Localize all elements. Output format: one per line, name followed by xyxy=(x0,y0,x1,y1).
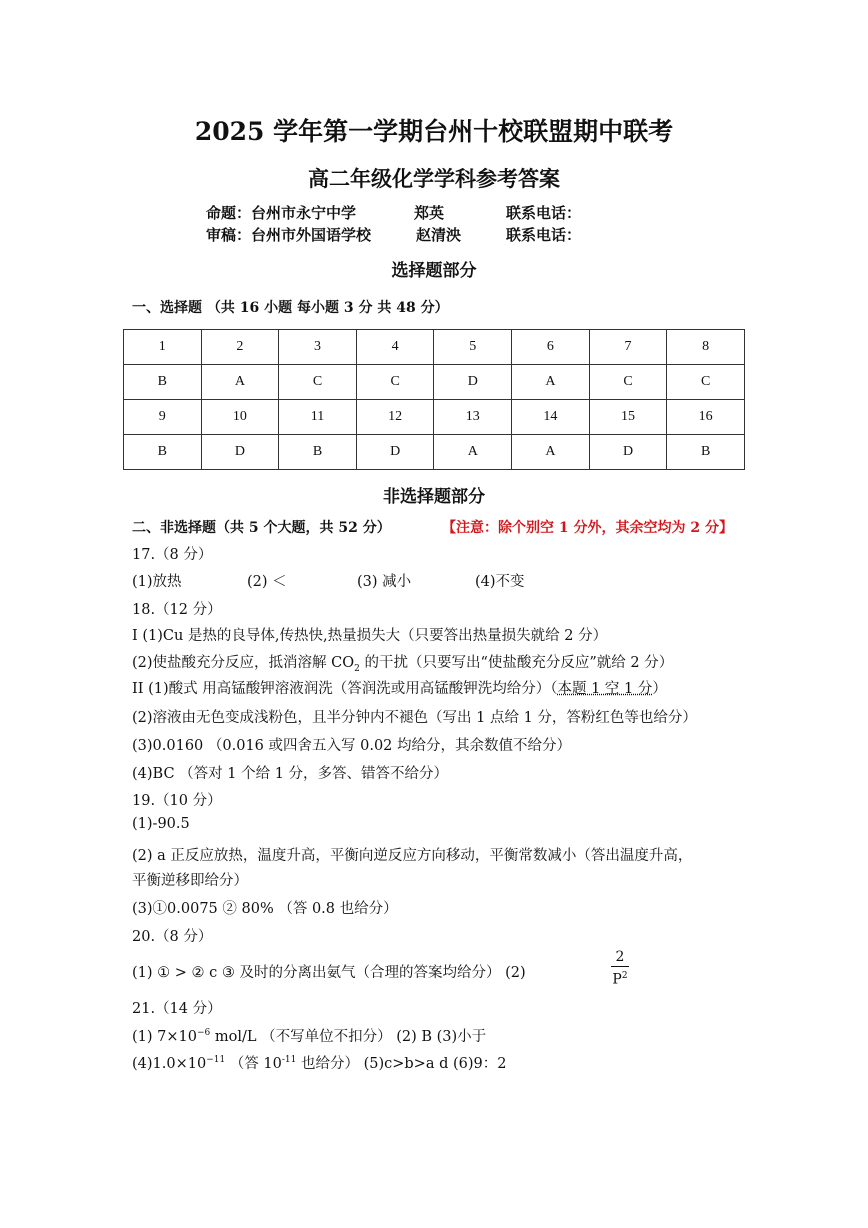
q21-exponent-3: -11 xyxy=(281,1055,297,1066)
choice-part-title: 一、选择题 （共 16 小题 每小题 3 分 共 48 分） xyxy=(132,300,449,316)
q18-line-5: (3)0.0160 （0.016 或四舍五入写 0.02 均给分，其余数值不给分） xyxy=(132,738,572,754)
answer-cell: C xyxy=(667,365,745,400)
page-title: 2025 学年第一学期台州十校联盟期中联考 xyxy=(194,117,674,146)
question-number-cell: 15 xyxy=(589,400,667,435)
q19-line-3: 平衡逆移即给分） xyxy=(132,873,248,889)
question-number-cell: 2 xyxy=(201,330,279,365)
answer-cell: D xyxy=(201,435,279,470)
answer-cell: A xyxy=(201,365,279,400)
q18-line-1: I (1)Cu 是热的良导体,传热快,热量损失大（只要答出热量损失就给 2 分） xyxy=(132,628,608,644)
question-number-cell: 16 xyxy=(667,400,745,435)
q18-line-3a: II (1)酸式 用高锰酸钾溶液润洗（答润洗或用高锰酸钾洗均给分）（ xyxy=(132,681,558,697)
q18-line-3c: ） xyxy=(652,681,667,697)
fraction-bar xyxy=(611,966,629,967)
answer-cell: B xyxy=(124,435,202,470)
question-number-row xyxy=(124,400,745,435)
q21-line-1a: (1) 7×10 xyxy=(132,1029,197,1045)
reviewer-label: 审稿：台州市外国语学校 xyxy=(206,226,372,244)
answer-cell: A xyxy=(512,365,590,400)
q21-line-2b: （答 10 xyxy=(225,1056,282,1072)
q18-line-2a: (2)使盐酸充分反应，抵消溶解 CO xyxy=(132,655,355,671)
question-number-cell: 6 xyxy=(512,330,590,365)
scoring-note: 【注意：除个别空 1 分外，其余空均为 2 分】 xyxy=(442,520,733,536)
answer-cell: A xyxy=(434,435,512,470)
q21-line-1b: mol/L （不写单位不扣分） (2) B (3)小于 xyxy=(210,1029,487,1045)
q18-line-4: (2)溶液由无色变成浅粉色，且半分钟内不褪色（写出 1 点给 1 分，答粉红色等也给分） xyxy=(132,710,697,726)
question-number-cell: 1 xyxy=(124,330,202,365)
q20-line-1: (1) ① > ② c ③ 及时的分离出氨气（合理的答案均给分） (2) xyxy=(132,965,526,981)
choice-heading: 选择题部分 xyxy=(391,261,477,281)
answer-cell: D xyxy=(589,435,667,470)
q17-heading: 17.（8 分） xyxy=(132,547,213,563)
q21-line-1 xyxy=(132,1025,486,1046)
q17-answer-3: (3) 减小 xyxy=(357,574,412,590)
answer-cell: D xyxy=(356,435,434,470)
q20-heading: 20.（8 分） xyxy=(132,929,213,945)
answer-cell: C xyxy=(356,365,434,400)
question-number-cell: 13 xyxy=(434,400,512,435)
q21-exponent-1: −6 xyxy=(196,1028,211,1039)
question-number-cell: 14 xyxy=(512,400,590,435)
q19-line-1: (1)-90.5 xyxy=(132,816,190,832)
question-number-cell: 4 xyxy=(356,330,434,365)
fraction-numerator: 2 xyxy=(615,949,625,965)
q21-heading: 21.（14 分） xyxy=(132,1001,222,1017)
q17-answer-1: (1)放热 xyxy=(132,574,182,590)
q19-line-2: (2) a 正反应放热，温度升高，平衡向逆反应方向移动，平衡常数减小（答出温度升高， xyxy=(132,848,693,864)
setter-name: 郑英 xyxy=(414,204,445,222)
page-subtitle: 高二年级化学学科参考答案 xyxy=(308,166,560,191)
question-number-cell: 5 xyxy=(434,330,512,365)
q21-line-2a: (4)1.0×10 xyxy=(132,1056,207,1072)
q18-heading: 18.（12 分） xyxy=(132,602,222,618)
reviewer-name: 赵清泱 xyxy=(416,226,462,244)
answer-table xyxy=(123,329,745,470)
question-number-cell: 9 xyxy=(124,400,202,435)
nonchoice-part-title: 二、非选择题（共 5 个大题，共 52 分） xyxy=(132,520,391,536)
answer-cell: B xyxy=(124,365,202,400)
question-number-row xyxy=(124,330,745,365)
q21-line-2c: 也给分） (5)c>b>a d (6)9：2 xyxy=(296,1056,507,1072)
co2-subscript: 2 xyxy=(354,663,360,674)
q18-line-2 xyxy=(132,651,673,674)
answer-row xyxy=(124,365,745,400)
question-number-cell: 8 xyxy=(667,330,745,365)
answer-cell: D xyxy=(434,365,512,400)
question-number-cell: 10 xyxy=(201,400,279,435)
denominator-base: P xyxy=(612,971,622,988)
setter-phone: 联系电话： xyxy=(506,204,582,222)
question-number-cell: 3 xyxy=(279,330,357,365)
q21-line-2 xyxy=(132,1052,506,1073)
answer-cell: B xyxy=(279,435,357,470)
q20-fraction xyxy=(611,950,629,987)
denominator-exponent: 2 xyxy=(621,971,628,981)
answer-row xyxy=(124,435,745,470)
q18-line-3 xyxy=(132,677,667,698)
question-number-cell: 11 xyxy=(279,400,357,435)
answer-cell: C xyxy=(589,365,667,400)
q18-line-3-emphasis: 本题 1 空 1 分 xyxy=(557,681,653,697)
setter-label: 命题：台州市永宁中学 xyxy=(206,204,357,222)
nonchoice-heading: 非选择题部分 xyxy=(383,487,485,507)
q18-line-6: (4)BC （答对 1 个给 1 分，多答、错答不给分） xyxy=(132,766,449,782)
question-number-cell: 12 xyxy=(356,400,434,435)
question-number-cell: 7 xyxy=(589,330,667,365)
q17-answer-4: (4)不变 xyxy=(475,574,525,590)
q19-heading: 19.（10 分） xyxy=(132,793,222,809)
q18-line-2b: 的干扰（只要写出“使盐酸充分反应”就给 2 分） xyxy=(359,655,674,671)
reviewer-phone: 联系电话： xyxy=(506,226,582,244)
q19-line-4: (3)①0.0075 ② 80% （答 0.8 也给分） xyxy=(132,901,398,917)
fraction-denominator xyxy=(611,969,629,987)
q17-answer-2: (2) ＜ xyxy=(247,574,287,590)
answer-cell: C xyxy=(279,365,357,400)
answer-cell: B xyxy=(667,435,745,470)
q21-exponent-2: −11 xyxy=(206,1055,226,1066)
answer-cell: A xyxy=(512,435,590,470)
